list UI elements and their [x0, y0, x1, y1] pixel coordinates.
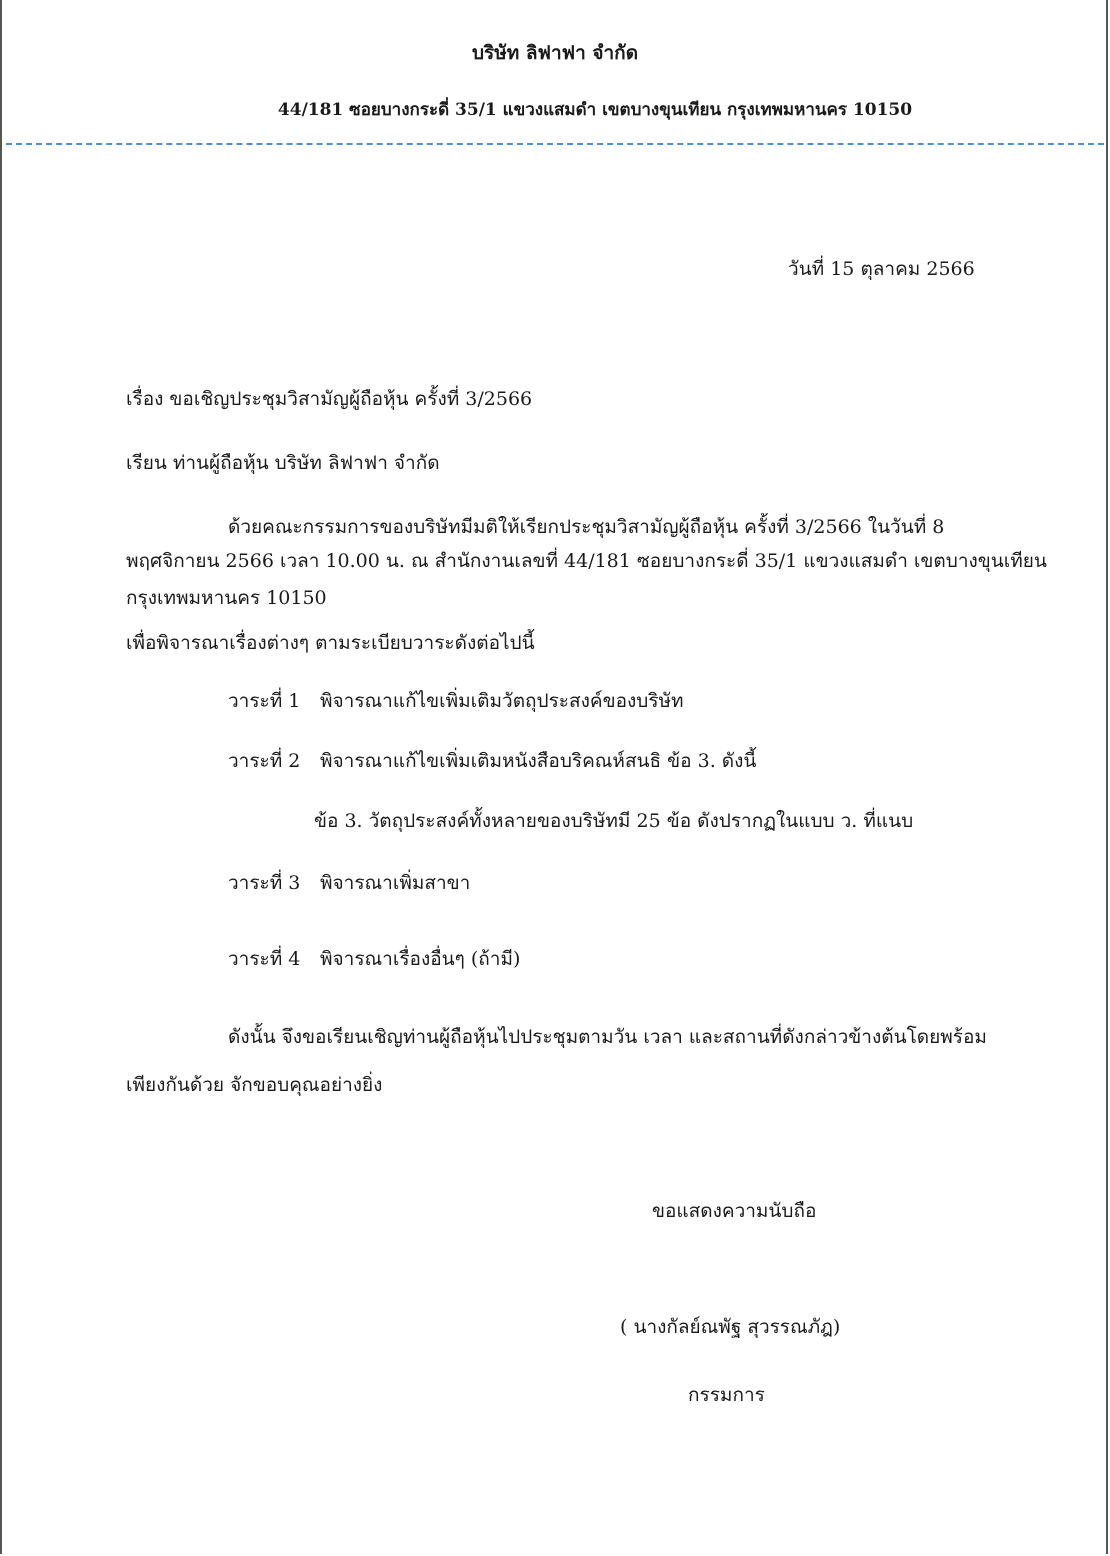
body-line-2: พฤศจิกายน 2566 เวลา 10.00 น. ณ สำนักงานเลขที่ 44/181 ซอยบางกระดี่ 35/1 แขวงแสมดำ เขตบางขุนเทียน [126, 550, 1047, 572]
agenda-3-text: พิจารณาเพิ่มสาขา [320, 872, 471, 894]
closing-line-1: ดังนั้น จึงขอเรียนเชิญท่านผู้ถือหุ้นไปประชุมตามวัน เวลา และสถานที่ดังกล่าวข้างต้นโดยพร้อม [228, 1026, 987, 1048]
header-divider [6, 143, 1104, 145]
letter-date: วันที่ 15 ตุลาคม 2566 [788, 258, 975, 280]
signatory-name: ( นางกัลย์ณพัฐ สุวรรณภัฎ) [620, 1316, 841, 1338]
agenda-4-text: พิจารณาเรื่องอื่นๆ (ถ้ามี) [320, 948, 521, 970]
company-name: บริษัท ลิฟาฟา จำกัด [471, 42, 639, 64]
purpose-line: เพื่อพิจารณาเรื่องต่างๆ ตามระเบียบวาระดังต่อไปนี้ [126, 632, 535, 654]
agenda-1-label: วาระที่ 1 [228, 690, 301, 712]
agenda-2-detail: ข้อ 3. วัตถุประสงค์ทั้งหลายของบริษัทมี 25 ข้อ ดังปรากฏในแบบ ว. ที่แนบ [314, 810, 914, 832]
agenda-4-label: วาระที่ 4 [228, 948, 301, 970]
recipient-line: เรียน ท่านผู้ถือหุ้น บริษัท ลิฟาฟา จำกัด [126, 452, 440, 474]
body-line-3: กรุงเทพมหานคร 10150 [126, 587, 327, 609]
agenda-2-text: พิจารณาแก้ไขเพิ่มเติมหนังสือบริคณห์สนธิ ข้อ 3. ดังนี้ [320, 750, 757, 772]
closing-line-2: เพียงกันด้วย จักขอบคุณอย่างยิ่ง [126, 1074, 383, 1096]
signature-regards: ขอแสดงความนับถือ [652, 1200, 817, 1222]
agenda-3-label: วาระที่ 3 [228, 872, 301, 894]
subject-line: เรื่อง ขอเชิญประชุมวิสามัญผู้ถือหุ้น ครั้งที่ 3/2566 [126, 388, 533, 410]
signatory-title: กรรมการ [688, 1384, 765, 1406]
company-address: 44/181 ซอยบางกระดี่ 35/1 แขวงแสมดำ เขตบางขุนเทียน กรุงเทพมหานคร 10150 [277, 100, 913, 120]
agenda-1-text: พิจารณาแก้ไขเพิ่มเติมวัตถุประสงค์ของบริษัท [320, 690, 684, 712]
agenda-2-label: วาระที่ 2 [228, 750, 301, 772]
body-line-1: ด้วยคณะกรรมการของบริษัทมีมติให้เรียกประชุมวิสามัญผู้ถือหุ้น ครั้งที่ 3/2566 ในวันที่ 8 [228, 516, 945, 538]
